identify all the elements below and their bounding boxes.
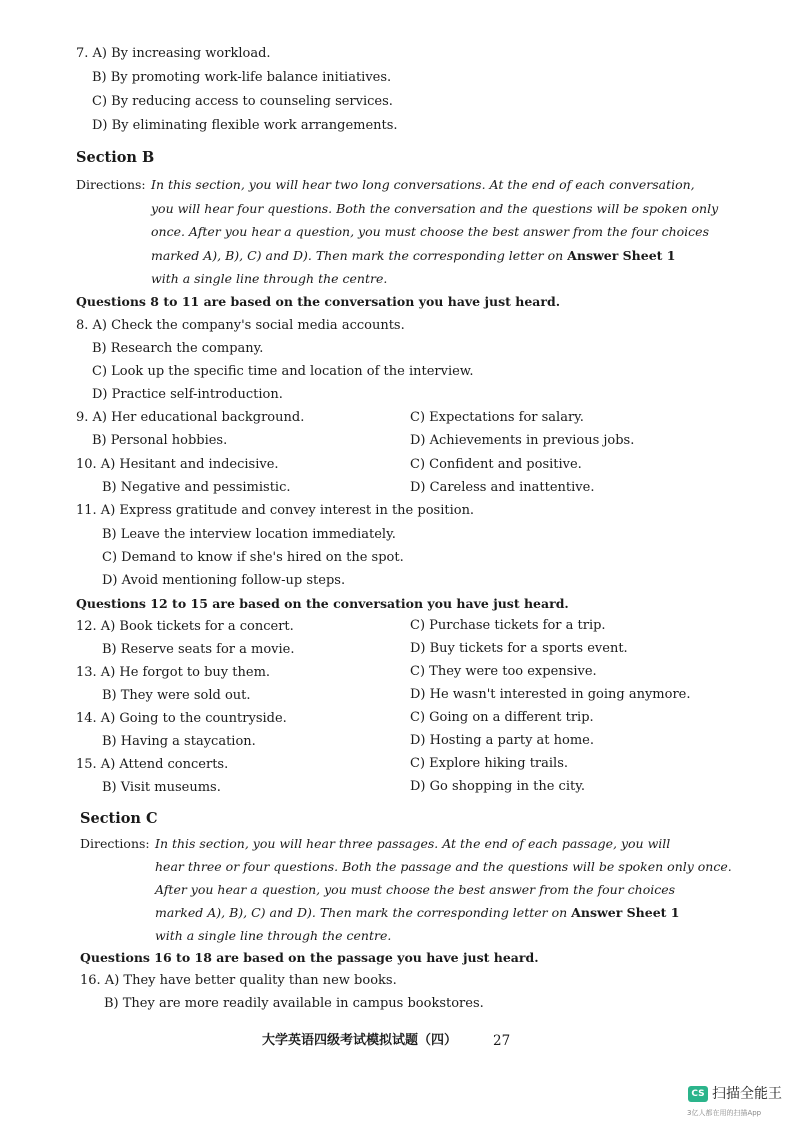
q11-option-d: D) Avoid mentioning follow-up steps. [102, 573, 346, 588]
section-c-directions-line-2: hear three or four questions. Both the passage and the questions will be spoken only once. [155, 859, 732, 874]
q11-option-b: B) Leave the interview location immediately. [102, 527, 396, 542]
q8-option-a: 8. A) Check the company's social media accounts. [76, 318, 405, 333]
section-c-directions-line-3: After you hear a question, you must choose the best answer from the four choices [155, 882, 676, 897]
q12-option-a: 12. A) Book tickets for a concert. [76, 619, 294, 634]
q7-option-a: 7. A) By increasing workload. [76, 46, 271, 61]
section-b-directions-line-1: In this section, you will hear two long conversations. At the end of each conversation, [151, 177, 695, 192]
q14-option-a: 14. A) Going to the countryside. [76, 711, 287, 726]
q14-option-c: C) Going on a different trip. [410, 710, 594, 725]
questions-16-18-header: Questions 16 to 18 are based on the passage you have just heard. [80, 950, 539, 965]
page-footer-title: 大学英语四级考试模拟试题（四） [262, 1033, 458, 1048]
q12-option-c: C) Purchase tickets for a trip. [410, 618, 606, 633]
q11-option-c: C) Demand to know if she's hired on the spot. [102, 550, 404, 565]
q15-option-c: C) Explore hiking trails. [410, 756, 569, 771]
section-c-directions-line-4: marked A), B), C) and D). Then mark the corresponding letter on Answer Sheet 1 [155, 905, 680, 920]
section-c-directions-label: Directions: [80, 836, 150, 851]
q13-option-b: B) They were sold out. [102, 688, 251, 703]
q9-option-d: D) Achievements in previous jobs. [410, 433, 635, 448]
q10-option-d: D) Careless and inattentive. [410, 480, 595, 495]
q11-option-a: 11. A) Express gratitude and convey interest in the position. [76, 503, 475, 518]
q15-option-b: B) Visit museums. [102, 780, 221, 795]
questions-12-15-header: Questions 12 to 15 are based on the conversation you have just heard. [76, 596, 569, 611]
section-c-directions-line-1: In this section, you will hear three passages. At the end of each passage, you will [155, 836, 671, 851]
q14-option-b: B) Having a staycation. [102, 734, 256, 749]
q14-option-d: D) Hosting a party at home. [410, 733, 594, 748]
section-b-title: Section B [76, 149, 155, 166]
q12-option-b: B) Reserve seats for a movie. [102, 642, 295, 657]
section-b-directions-line-5: with a single line through the centre. [151, 271, 388, 286]
q10-option-b: B) Negative and pessimistic. [102, 480, 291, 495]
q16-option-b: B) They are more readily available in campus bookstores. [104, 996, 484, 1011]
q9-option-c: C) Expectations for salary. [410, 410, 584, 425]
page-number: 27 [493, 1033, 511, 1049]
q13-option-a: 13. A) He forgot to buy them. [76, 665, 271, 680]
answer-sheet-ref-c: Answer Sheet 1 [571, 905, 680, 920]
scanner-logo-icon: CS [688, 1086, 708, 1102]
q12-option-d: D) Buy tickets for a sports event. [410, 641, 628, 656]
section-c-directions-line-5: with a single line through the centre. [155, 928, 392, 943]
section-b-directions-line-3: once. After you hear a question, you must choose the best answer from the four choices [151, 224, 709, 239]
scanner-app-name: 扫描全能王 [712, 1086, 782, 1102]
q8-option-d: D) Practice self-introduction. [92, 387, 283, 402]
q10-option-c: C) Confident and positive. [410, 457, 582, 472]
q16-option-a: 16. A) They have better quality than new books. [80, 973, 397, 988]
section-b-directions-line-4: marked A), B), C) and D). Then mark the corresponding letter on Answer Sheet 1 [151, 248, 676, 263]
answer-sheet-ref: Answer Sheet 1 [567, 248, 676, 263]
q15-option-a: 15. A) Attend concerts. [76, 757, 229, 772]
section-c-title: Section C [80, 810, 158, 827]
section-b-directions-label: Directions: [76, 177, 146, 192]
q7-option-b: B) By promoting work-life balance initiatives. [92, 70, 392, 85]
q7-option-d: D) By eliminating flexible work arrangements. [92, 118, 398, 133]
q7-option-c: C) By reducing access to counseling services. [92, 94, 393, 109]
q8-option-c: C) Look up the specific time and location of the interview. [92, 364, 474, 379]
q9-option-a: 9. A) Her educational background. [76, 410, 305, 425]
questions-8-11-header: Questions 8 to 11 are based on the conversation you have just heard. [76, 294, 561, 309]
scanner-tagline: 3亿人都在用的扫描App [687, 1109, 762, 1117]
q15-option-d: D) Go shopping in the city. [410, 779, 585, 794]
q13-option-c: C) They were too expensive. [410, 664, 597, 679]
q9-option-b: B) Personal hobbies. [92, 433, 228, 448]
section-b-directions-line-2: you will hear four questions. Both the conversation and the questions will be spoken only [151, 201, 719, 216]
q13-option-d: D) He wasn't interested in going anymore. [410, 687, 691, 702]
q8-option-b: B) Research the company. [92, 341, 264, 356]
q10-option-a: 10. A) Hesitant and indecisive. [76, 457, 279, 472]
